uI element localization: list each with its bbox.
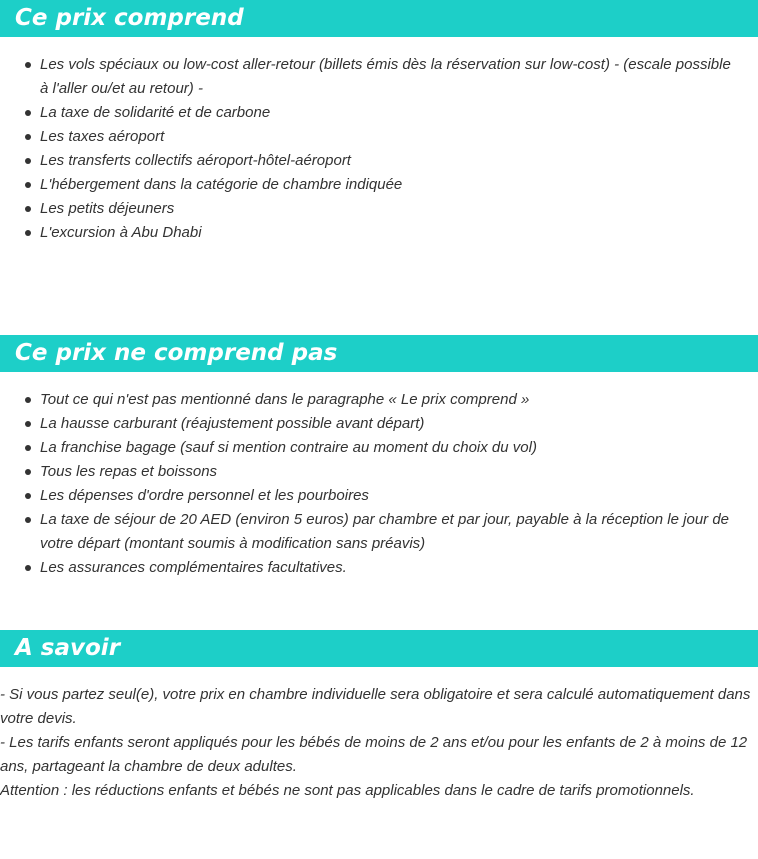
list-item: Les taxes aéroport (0, 125, 740, 149)
list-item: Tous les repas et boissons (0, 460, 740, 484)
notes-section-title: A savoir (0, 630, 758, 667)
note-line: - Les tarifs enfants seront appliqués pour les bébés de moins de 2 ans et/ou pour les enfants de 2 à moins de 12 ans, partageant la chambre de deux adultes. (0, 734, 748, 775)
notes-block (0, 683, 752, 803)
list-item: La franchise bagage (sauf si mention contraire au moment du choix du vol) (0, 436, 740, 460)
excluded-section-title: Ce prix ne comprend pas (0, 335, 758, 372)
list-item: Les petits déjeuners (0, 197, 740, 221)
list-item: L'excursion à Abu Dhabi (0, 221, 740, 245)
list-item: Les transferts collectifs aéroport-hôtel-aéroport (0, 149, 740, 173)
list-item: La hausse carburant (réajustement possible avant départ) (0, 412, 740, 436)
list-item: L'hébergement dans la catégorie de chambre indiquée (0, 173, 740, 197)
note-line: - Si vous partez seul(e), votre prix en chambre individuelle sera obligatoire et sera calculé automatiquement dans votre devis. (0, 686, 751, 727)
list-item: La taxe de solidarité et de carbone (0, 101, 740, 125)
list-item: Les dépenses d'ordre personnel et les pourboires (0, 484, 740, 508)
list-item: Tout ce qui n'est pas mentionné dans le paragraphe « Le prix comprend » (0, 388, 740, 412)
note-line: Attention : les réductions enfants et bébés ne sont pas applicables dans le cadre de tarifs promotionnels. (0, 782, 695, 799)
excluded-list (0, 388, 740, 580)
list-item: La taxe de séjour de 20 AED (environ 5 euros) par chambre et par jour, payable à la réception le jour de votre départ (montant soumis à modification sans préavis) (0, 508, 740, 556)
list-item: Les vols spéciaux ou low-cost aller-retour (billets émis dès la réservation sur low-cost) - (escale possible à l'aller ou/et au retour) - (0, 53, 740, 101)
included-list (0, 53, 740, 245)
list-item: Les assurances complémentaires facultatives. (0, 556, 740, 580)
included-section-title: Ce prix comprend (0, 0, 758, 37)
